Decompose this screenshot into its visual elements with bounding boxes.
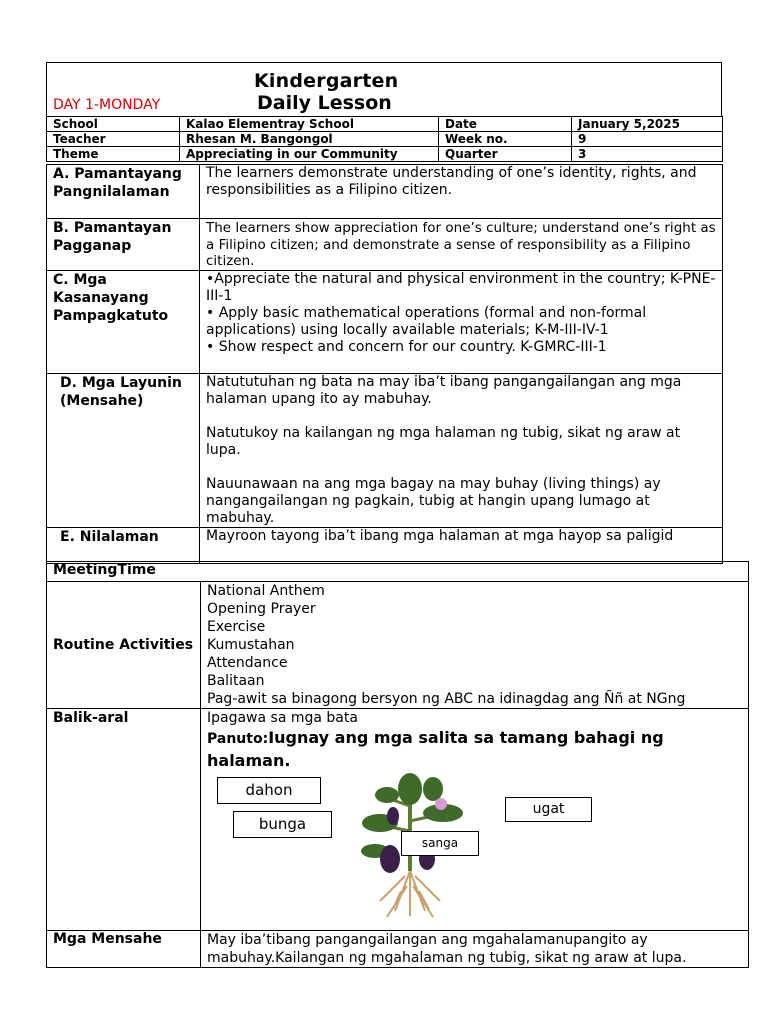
routine-item: Opening Prayer xyxy=(207,601,316,617)
meeting-table xyxy=(46,561,749,968)
row-nilalaman xyxy=(47,528,723,564)
quarter-value: 3 xyxy=(572,147,723,162)
label-e: E. Nilalaman xyxy=(47,528,200,564)
lesson-table xyxy=(46,164,723,564)
label-b: B. Pamantayan Pagganap xyxy=(47,219,200,271)
date-label: Date xyxy=(439,117,572,132)
label-a: A. Pamantayang Pangnilalaman xyxy=(47,165,200,219)
routine-item: Kumustahan xyxy=(207,637,295,653)
objective-paragraph: Natutukoy na kailangan ng mga halaman ng tubig, sikat ng araw at lupa. xyxy=(206,425,681,458)
routine-item: Pag-awit sa binagong bersyon ng ABC na idinagdag ang Ññ at NGng xyxy=(207,691,686,707)
word-card-sanga: sanga xyxy=(401,831,479,856)
info-row-theme xyxy=(47,147,723,162)
skill-item: •Appreciate the natural and physical environment in the country; K-PNE-III-1 xyxy=(206,271,716,304)
word-card-ugat: ugat xyxy=(505,797,592,822)
text-b: The learners show appreciation for one’s culture; understand one’s right as a Filipino citizen; and demonstrate a sense of responsibility as a Filipino citizen. xyxy=(200,219,723,271)
text-d xyxy=(200,374,723,528)
teacher-label: Teacher xyxy=(47,132,180,147)
panuto-text: Iugnay ang mga salita sa tamang bahagi ng halaman. xyxy=(207,728,664,770)
theme-value: Appreciating in our Community xyxy=(180,147,439,162)
routine-item: Exercise xyxy=(207,619,266,635)
day-label: DAY 1-MONDAY xyxy=(53,97,161,113)
label-c: C. Mga Kasanayang Pampagkatuto xyxy=(47,271,200,374)
row-kasanayang-pampagkatuto xyxy=(47,271,723,374)
school-value: Kalao Elementray School xyxy=(180,117,439,132)
routine-list xyxy=(201,582,749,709)
routine-item: Attendance xyxy=(207,655,288,671)
meeting-header: MeetingTime xyxy=(47,562,749,582)
row-layunin xyxy=(47,374,723,528)
info-table xyxy=(46,116,723,162)
label-mensahe: Mga Mensahe xyxy=(47,931,201,968)
row-balik-aral xyxy=(47,709,749,931)
row-routine xyxy=(47,582,749,709)
roots-graphic xyxy=(380,871,440,917)
info-row-teacher xyxy=(47,132,723,147)
info-row-school xyxy=(47,117,723,132)
row-pamantayang-pangnilalaman xyxy=(47,165,723,219)
word-card-bunga: bunga xyxy=(233,811,332,838)
routine-item: National Anthem xyxy=(207,583,325,599)
mensahe-text: May iba’tibang pangangailangan ang mgahalamanupangito ay mabuhay.Kailangan ng mgahalaman ng tubig, sikat ng araw at lupa. xyxy=(201,931,749,968)
week-value: 9 xyxy=(572,132,723,147)
row-mensahe xyxy=(47,931,749,968)
word-card-dahon: dahon xyxy=(217,777,321,804)
skill-item: • Apply basic mathematical operations (formal and non-formal applications) using locally available materials; K-M-III-IV-1 xyxy=(206,305,647,338)
school-label: School xyxy=(47,117,180,132)
label-d: D. Mga Layunin (Mensahe) xyxy=(47,374,200,528)
text-a: The learners demonstrate understanding of one’s identity, rights, and responsibilities as a Filipino citizen. xyxy=(200,165,723,219)
teacher-value: Rhesan M. Bangongol xyxy=(180,132,439,147)
theme-label: Theme xyxy=(47,147,180,162)
date-value: January 5,2025 xyxy=(572,117,723,132)
label-routine: Routine Activities xyxy=(47,582,201,709)
document-subtitle: Daily Lesson xyxy=(257,92,392,114)
panuto-label: Panuto: xyxy=(207,731,269,747)
balik-aral-content xyxy=(201,709,749,931)
row-pamantayan-pagganap xyxy=(47,219,723,271)
skill-item: • Show respect and concern for our country. K-GMRC-III-1 xyxy=(206,339,607,355)
routine-item: Balitaan xyxy=(207,673,265,689)
row-meeting-header xyxy=(47,562,749,582)
week-label: Week no. xyxy=(439,132,572,147)
balik-intro: Ipagawa sa mga bata xyxy=(207,710,358,726)
objective-paragraph: Natututuhan ng bata na may iba’t ibang pangangailangan ang mga halaman upang ito ay mabuhay. xyxy=(206,374,682,407)
plant-activity xyxy=(207,771,743,921)
flower-graphic xyxy=(435,798,447,810)
quarter-label: Quarter xyxy=(439,147,572,162)
text-e: Mayroon tayong iba’t ibang mga halaman at mga hayop sa paligid xyxy=(200,528,723,564)
panuto-instruction xyxy=(207,727,743,771)
objective-paragraph: Nauunawaan na ang mga bagay na may buhay (living things) ay nangangailangan ng pagkain, tubig at hangin upang lumago at mabuhay. xyxy=(206,476,661,526)
text-c xyxy=(200,271,723,374)
document-title: Kindergarten xyxy=(254,70,399,92)
label-balik-aral: Balik-aral xyxy=(47,709,201,931)
